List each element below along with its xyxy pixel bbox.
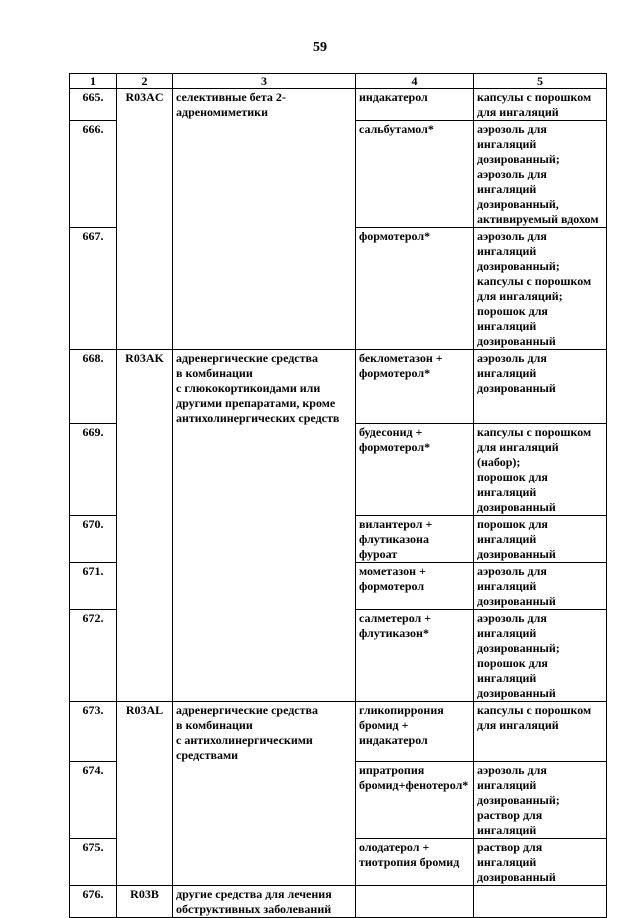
row-number: 667. xyxy=(70,228,117,350)
dosage-form: аэрозоль для ингаляций дозированный xyxy=(474,563,607,610)
atc-code: R03AL xyxy=(117,702,173,886)
dosage-form: аэрозоль для ингаляций дозированный; аэрозоль для ингаляций дозированный, активируемый вдохом xyxy=(474,121,607,228)
page-number: 59 xyxy=(313,40,327,55)
dosage-form: капсулы с порошком для ингаляций (набор); порошок для ингаляций дозированный xyxy=(474,424,607,516)
row-number: 665. xyxy=(70,89,117,121)
table-header-row xyxy=(70,74,607,89)
drug-name: мометазон + формотерол xyxy=(356,563,474,610)
dosage-form: аэрозоль для ингаляций дозированный; капсулы с порошком для ингаляций; порошок для ингаляций дозированный xyxy=(474,228,607,350)
row-number: 673. xyxy=(70,702,117,762)
column-header-1: 1 xyxy=(70,74,117,89)
dosage-form xyxy=(474,886,607,918)
drug-name: формотерол* xyxy=(356,228,474,350)
drug-name: ипратропия бромид+фенотерол* xyxy=(356,762,474,839)
dosage-form: аэрозоль для ингаляций дозированный xyxy=(474,350,607,424)
column-header-5: 5 xyxy=(474,74,607,89)
row-number: 666. xyxy=(70,121,117,228)
drug-name: салметерол + флутиказон* xyxy=(356,610,474,702)
table-row xyxy=(70,350,607,424)
row-number: 670. xyxy=(70,516,117,563)
group-name: другие средства для лечения обструктивных заболеваний xyxy=(173,886,356,918)
drug-name xyxy=(356,886,474,918)
table-row xyxy=(70,89,607,121)
row-number: 676. xyxy=(70,886,117,918)
drug-name: будесонид + формотерол* xyxy=(356,424,474,516)
dosage-form: порошок для ингаляций дозированный xyxy=(474,516,607,563)
drug-name: беклометазон + формотерол* xyxy=(356,350,474,424)
column-header-4: 4 xyxy=(356,74,474,89)
group-name: адренергические средства в комбинации с антихолинергическими средствами xyxy=(173,702,356,886)
drug-name: сальбутамол* xyxy=(356,121,474,228)
drug-list-table xyxy=(69,73,607,918)
atc-code: R03B xyxy=(117,886,173,918)
atc-code: R03AK xyxy=(117,350,173,702)
row-number: 672. xyxy=(70,610,117,702)
row-number: 674. xyxy=(70,762,117,839)
dosage-form: капсулы с порошком для ингаляций xyxy=(474,89,607,121)
atc-code: R03AC xyxy=(117,89,173,350)
column-header-2: 2 xyxy=(117,74,173,89)
table-row xyxy=(70,886,607,918)
column-header-3: 3 xyxy=(173,74,356,89)
drug-name: вилантерол + флутиказона фуроат xyxy=(356,516,474,563)
table-row xyxy=(70,702,607,762)
dosage-form: аэрозоль для ингаляций дозированный; раствор для ингаляций xyxy=(474,762,607,839)
row-number: 669. xyxy=(70,424,117,516)
drug-name: олодатерол + тиотропия бромид xyxy=(356,839,474,886)
group-name: адренергические средства в комбинации с глюкокортикоидами или другими препаратами, кроме антихолинергических средств xyxy=(173,350,356,702)
group-name: селективные бета 2- адреномиметики xyxy=(173,89,356,350)
dosage-form: аэрозоль для ингаляций дозированный; порошок для ингаляций дозированный xyxy=(474,610,607,702)
dosage-form: капсулы с порошком для ингаляций xyxy=(474,702,607,762)
drug-name: индакатерол xyxy=(356,89,474,121)
row-number: 671. xyxy=(70,563,117,610)
row-number: 675. xyxy=(70,839,117,886)
drug-name: гликопиррония бромид + индакатерол xyxy=(356,702,474,762)
dosage-form: раствор для ингаляций дозированный xyxy=(474,839,607,886)
row-number: 668. xyxy=(70,350,117,424)
